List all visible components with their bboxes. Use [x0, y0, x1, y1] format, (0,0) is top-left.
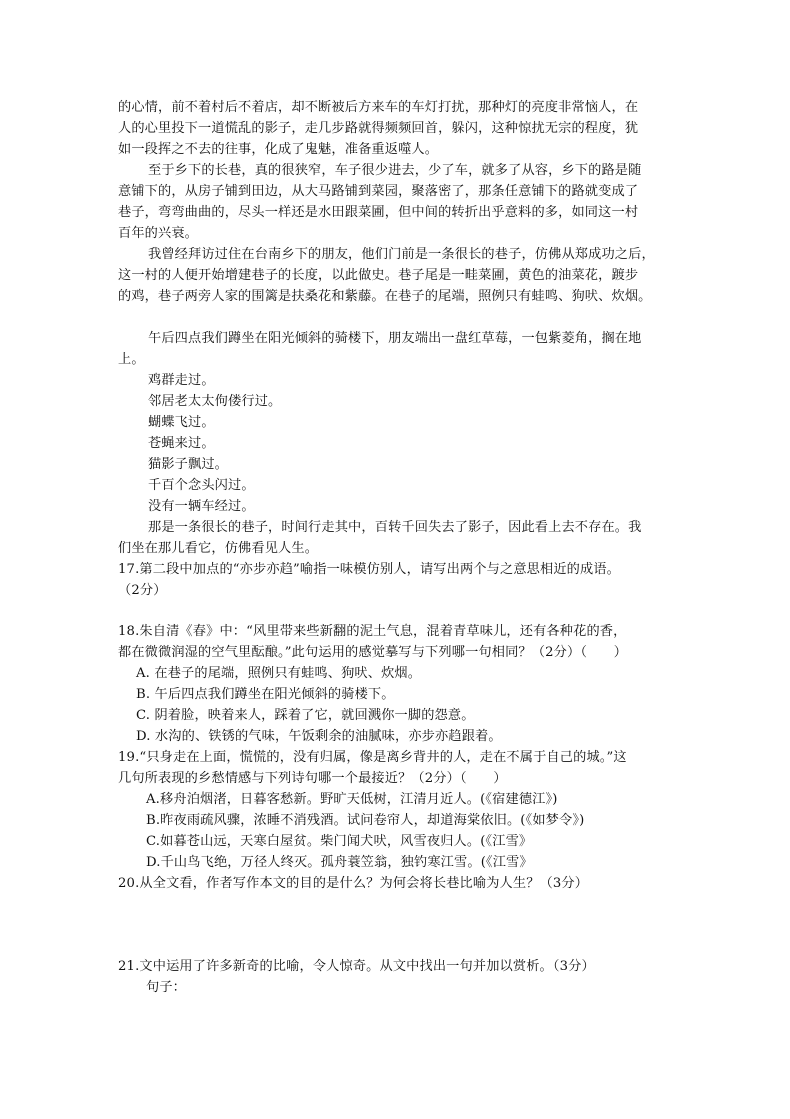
passage-line: 至于乡下的长巷，真的很狭窄，车子很少进去，少了车，就多了从容，乡下的路是随	[148, 163, 642, 178]
passage-line: 我曾经拜访过住在台南乡下的朋友，他们门前是一条很长的巷子，仿佛从郑成功之后，	[148, 247, 655, 262]
passage-line: 午后四点我们蹲坐在阳光倾斜的骑楼下，朋友端出一盘红草莓，一包紫菱角，搁在地	[148, 331, 642, 346]
passage-line: 如一段挥之不去的往事，化成了鬼魅，准备重返噬人。	[118, 142, 439, 157]
option-c: C. 阴着脸，映着来人，踩着了它，就回溅你一脚的怨意。	[136, 708, 475, 723]
option-a: A. 在巷子的尾端，照例只有蛙鸣、狗吠、炊烟。	[136, 666, 422, 681]
short-line: 没有一辆车经过。	[148, 499, 255, 514]
question-19: 几句所表现的乡愁情感与下列诗句哪一个最接近？（2分）（ ）	[118, 771, 507, 786]
short-line: 蝴蝶飞过。	[148, 415, 215, 430]
passage-line: 那是一条很长的巷子，时间行走其中，百转千回失去了影子，因此看上去不存在。我	[148, 520, 642, 535]
option-b: B.昨夜雨疏风骤，浓睡不消残酒。试问卷帘人，却道海棠依旧。(《如梦令》)	[146, 813, 585, 828]
question-20: 20.从全文看，作者写作本文的目的是什么？为何会将长巷比喻为人生？（3分）	[118, 876, 589, 891]
question-19: 19.“只身走在上面，慌慌的，没有归属，像是离乡背井的人，走在不属于自己的城。”这	[118, 750, 627, 765]
question-17-points: （2分）	[118, 583, 167, 598]
passage-line: 们坐在那儿看它，仿佛看见人生。	[118, 541, 319, 556]
passage-line: 巷子，弯弯曲曲的，尽头一样还是水田跟菜圃，但中间的转折出乎意料的多，如同这一村	[118, 205, 639, 220]
question-18: 都在微微润湿的空气里酝酿。”此句运用的感觉摹写与下列哪一句相同？（2分）（ ）	[118, 645, 628, 660]
option-b: B. 午后四点我们蹲坐在阳光倾斜的骑楼下。	[136, 687, 395, 702]
question-17: 17.第二段中加点的“亦步亦趋”喻指一味模仿别人，请写出两个与之意思相近的成语。	[118, 562, 621, 577]
passage-line: 的心情，前不着村后不着店，却不断被后方来车的车灯打扰，那种灯的亮度非常恼人，在	[118, 100, 639, 115]
passage-line: 意铺下的，从房子铺到田边，从大马路铺到菜园，聚落密了，那条任意铺下的路就变成了	[118, 184, 639, 199]
short-line: 邻居老太太佝偻行过。	[148, 394, 282, 409]
question-21: 21.文中运用了许多新奇的比喻，令人惊奇。从文中找出一句并加以赏析。（3分）	[118, 959, 595, 974]
passage-line: 这一村的人便开始增建巷子的长度，以此做史。巷子尾是一畦菜圃，黄色的油菜花，踱步	[118, 268, 639, 283]
option-a: A.移舟泊烟渚，日暮客愁新。野旷天低树，江清月近人。(《宿建德江》)	[146, 792, 558, 807]
short-line: 苍蝇来过。	[148, 436, 215, 451]
short-line: 猫影子飘过。	[148, 457, 229, 472]
passage-line: 的鸡，巷子两旁人家的围篱是扶桑花和紫藤。在巷子的尾端，照例只有蛙鸣、狗吠、炊烟。	[118, 289, 652, 304]
option-c: C.如暮苍山远，天寒白屋贫。柴门闻犬吠，风雪夜归人。(《江雪》	[146, 834, 533, 849]
short-line: 鸡群走过。	[148, 373, 215, 388]
short-line: 千百个念头闪过。	[148, 478, 255, 493]
question-18: 18.朱自清《春》中：“风里带来些新翻的泥土气息，混着青草味儿，还有各种花的香，	[118, 624, 627, 639]
option-d: D.千山鸟飞绝，万径人终灭。孤舟蓑笠翁，独钓寒江雪。(《江雪》	[146, 855, 533, 870]
answer-label: 句子：	[146, 980, 187, 995]
passage-line: 上。	[118, 352, 145, 367]
passage-line: 百年的兴衰。	[118, 226, 199, 241]
option-d: D. 水沟的、铁锈的气味，午饭剩余的油腻味，亦步亦趋跟着。	[136, 729, 502, 744]
passage-line: 人的心里投下一道慌乱的影子，走几步路就得频频回首，躲闪，这种惊扰无宗的程度，犹	[118, 121, 639, 136]
